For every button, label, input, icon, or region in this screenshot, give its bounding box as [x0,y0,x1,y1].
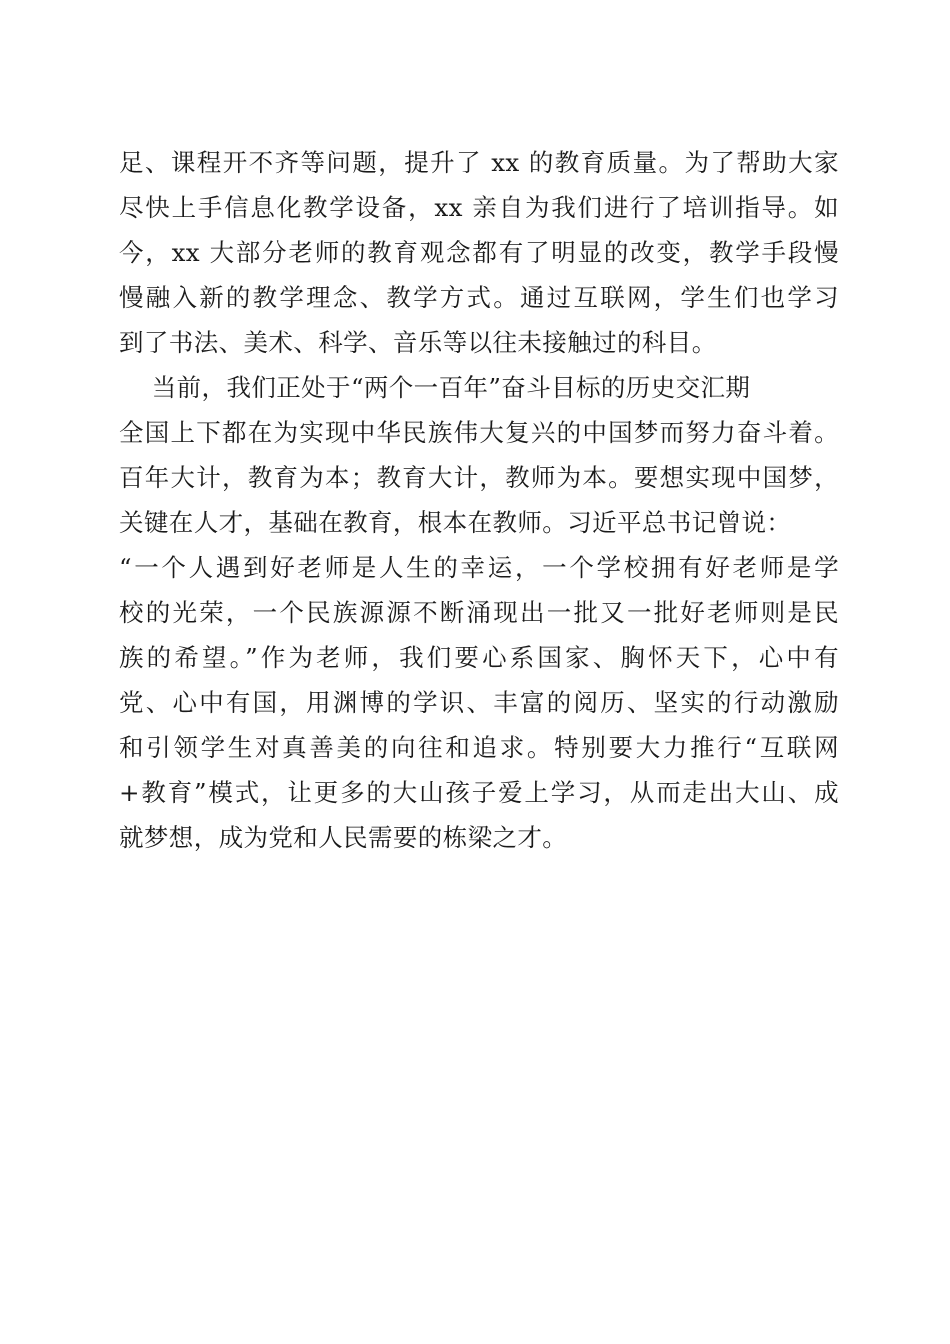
text-line: 族的希望。”作为老师，我们要心系国家、胸怀天下，心中有 [119,643,839,672]
text-line: 慢融入新的教学理念、教学方式。通过互联网，学生们也学习 [119,283,839,312]
text-line: 关键在人才，基础在教育，根本在教师。习近平总书记曾说： [119,508,792,537]
text-line: +教育”模式，让更多的大山孩子爱上学习，从而走出大山、成 [119,778,839,807]
paragraph-1 [119,140,839,365]
text-line: “一个人遇到好老师是人生的幸运，一个学校拥有好老师是学 [119,553,839,582]
text-line: 足、课程开不齐等问题，提升了 xx 的教育质量。为了帮助大家 [119,148,839,177]
text-line: 就梦想，成为党和人民需要的栋梁之才。 [119,823,568,852]
text-line: 当前，我们正处于“两个一百年”奋斗目标的历史交汇期 [119,373,751,402]
text-line: 校的光荣，一个民族源源不断涌现出一批又一批好老师则是民 [119,598,839,627]
text-line: 今，xx 大部分老师的教育观念都有了明显的改变，教学手段慢 [119,238,839,267]
text-line: 全国上下都在为实现中华民族伟大复兴的中国梦而努力奋斗着。 [119,418,839,447]
paragraph-2 [119,365,839,860]
text-line: 党、心中有国，用渊博的学识、丰富的阅历、坚实的行动激励 [119,688,839,717]
document-body [119,140,839,860]
text-line: 到了书法、美术、科学、音乐等以往未接触过的科目。 [119,328,717,357]
text-line: 尽快上手信息化教学设备，xx 亲自为我们进行了培训指导。如 [119,193,839,222]
text-line: 和引领学生对真善美的向往和追求。特别要大力推行“互联网 [119,733,839,762]
text-line: 百年大计，教育为本；教育大计，教师为本。要想实现中国梦， [119,463,839,492]
